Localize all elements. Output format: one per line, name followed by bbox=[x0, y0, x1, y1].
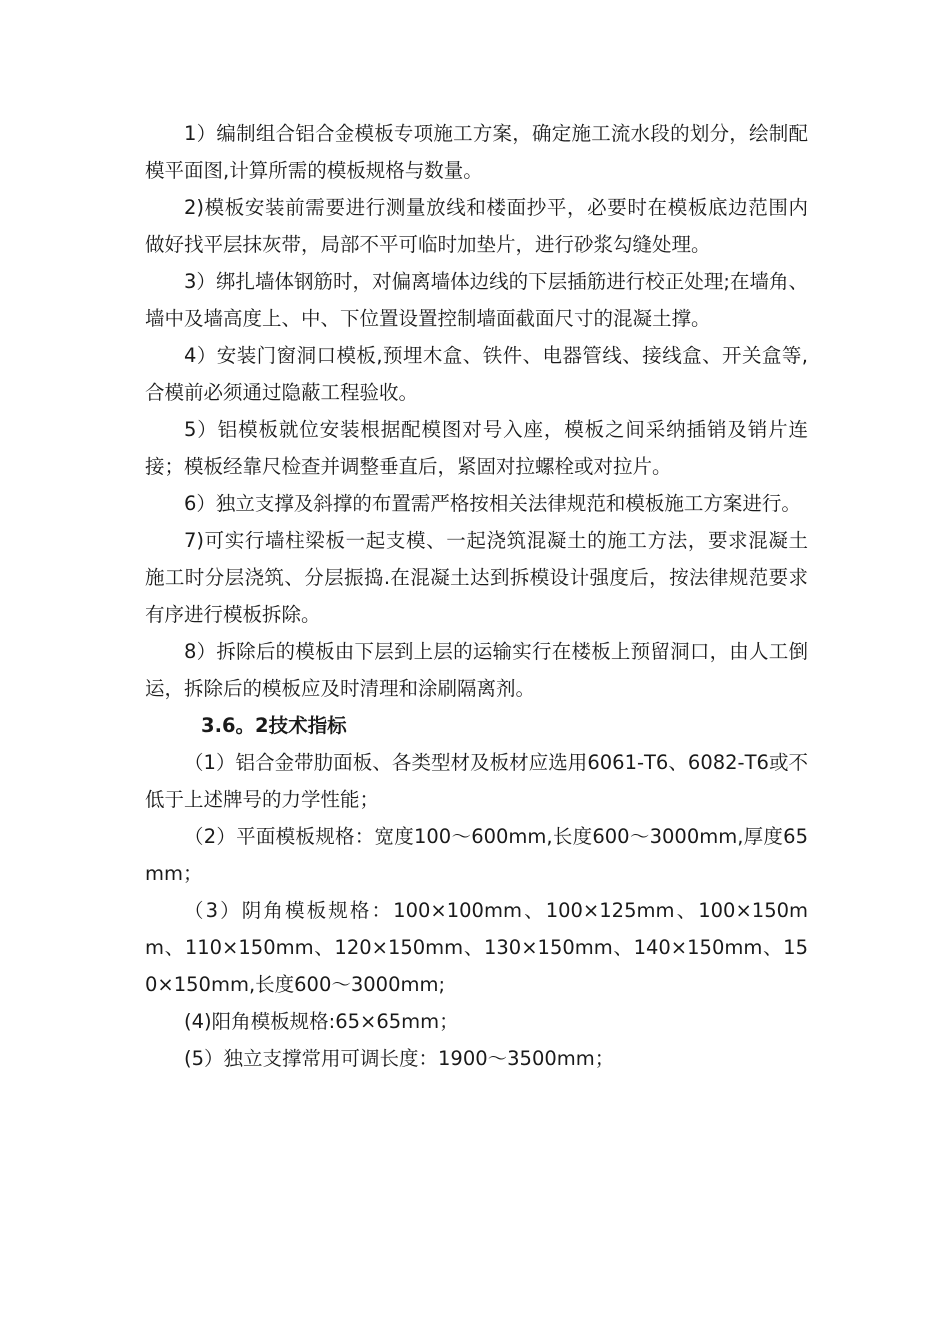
step-2-paragraph: 2)模板安装前需要进行测量放线和楼面抄平，必要时在模板底边范围内做好找平层抹灰带，局部不平可临时加垫片，进行砂浆勾缝处理。 bbox=[145, 196, 808, 256]
step-3-paragraph: 3）绑扎墙体钢筋时，对偏离墙体边线的下层插筋进行校正处理;在墙角、墙中及墙高度上、中、下位置设置控制墙面截面尺寸的混凝土撑。 bbox=[145, 270, 808, 330]
step-8-paragraph: 8）拆除后的模板由下层到上层的运输实行在楼板上预留洞口，由人工倒运，拆除后的模板应及时清理和涂刷隔离剂。 bbox=[145, 640, 808, 700]
indicator-3-paragraph: （3）阴角模板规格：100×100mm、100×125mm、100×150mm、110×150mm、120×150mm、130×150mm、140×150mm、150×150mm,长度600～3000mm; bbox=[145, 899, 808, 996]
step-6-paragraph: 6）独立支撑及斜撑的布置需严格按相关法律规范和模板施工方案进行。 bbox=[184, 492, 801, 515]
step-7-paragraph: 7)可实行墙柱梁板一起支模、一起浇筑混凝土的施工方法，要求混凝土施工时分层浇筑、分层振捣.在混凝土达到拆模设计强度后，按法律规范要求有序进行模板拆除。 bbox=[145, 529, 808, 626]
document-page bbox=[145, 115, 808, 1077]
indicator-1-paragraph: （1）铝合金带肋面板、各类型材及板材应选用6061-T6、6082-T6或不低于上述牌号的力学性能； bbox=[145, 751, 808, 811]
step-5-paragraph: 5）铝模板就位安装根据配模图对号入座，模板之间采纳插销及销片连接；模板经靠尺检查并调整垂直后，紧固对拉螺栓或对拉片。 bbox=[145, 418, 808, 478]
section-heading: 3.6。2技术指标 bbox=[201, 714, 347, 737]
indicator-5-paragraph: (5）独立支撑常用可调长度：1900～3500mm； bbox=[184, 1047, 615, 1070]
indicator-2-paragraph: （2）平面模板规格：宽度100～600mm,长度600～3000mm,厚度65mm； bbox=[145, 825, 808, 885]
step-4-paragraph: 4）安装门窗洞口模板,预埋木盒、铁件、电器管线、接线盒、开关盒等,合模前必须通过隐蔽工程验收。 bbox=[145, 344, 808, 404]
step-1-paragraph: 1）编制组合铝合金模板专项施工方案，确定施工流水段的划分，绘制配模平面图,计算所需的模板规格与数量。 bbox=[145, 122, 808, 182]
indicator-4-paragraph: (4)阳角模板规格:65×65mm； bbox=[184, 1010, 459, 1033]
